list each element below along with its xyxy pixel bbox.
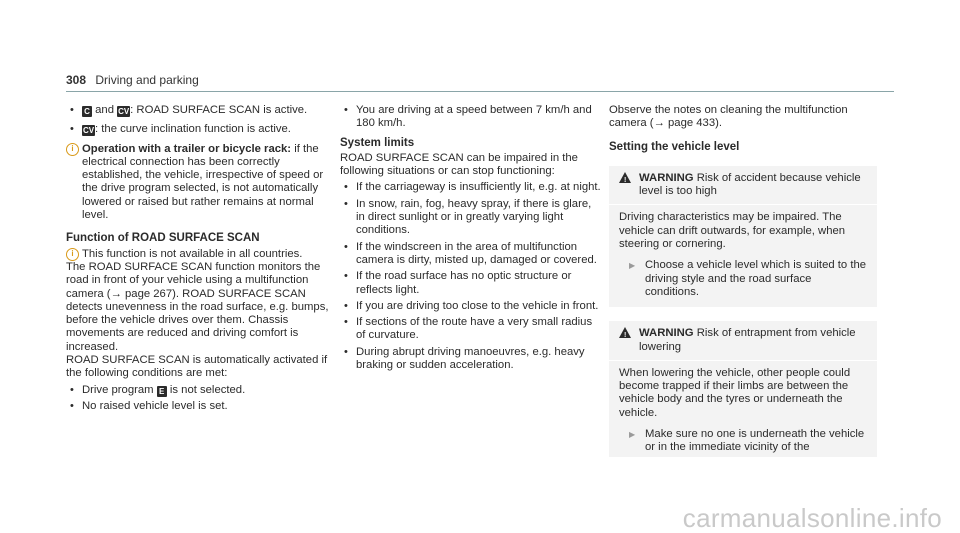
page-header [66,74,199,87]
list-item [66,384,336,397]
note-availability [66,248,336,261]
paragraph: ROAD SURFACE SCAN can be impaired in the following situations or can stop functioning: [340,151,578,178]
text: If sections of the route have a very small radius of curvature. [356,316,593,342]
text: During abrupt driving manoeuvres, e.g. heavy braking or sudden acceleration. [356,345,585,372]
info-icon: i [66,248,79,261]
list-item [340,316,602,343]
paragraph: When lowering the vehicle, other people could become trapped if their limbs are between the vehicle body and the tyres or underneath the vehicle. [619,366,851,419]
column-right [609,104,877,457]
warning-label: WARNING [639,171,694,184]
action-step [619,428,867,455]
e-mode-icon: E [157,386,167,397]
text: Make sure no one is underneath the vehicle or in the immediate vicinity of the [645,428,865,454]
text: If the road surface has no optic structure or reflects light. [356,270,572,296]
warning-triangle-icon: ! [619,172,631,183]
text: You are driving at a speed between 7 km/h and 180 km/h. [356,104,592,130]
cv-mode-icon: CV [118,107,130,116]
section-heading: System limits [340,136,415,149]
text: Choose a vehicle level which is suited to the driving style and the road surface conditions. [645,259,867,298]
warning-body [609,205,877,307]
list-item [340,346,602,373]
action-step [619,259,867,299]
text: If the windscreen in the area of multifunction camera is dirty, misted up, damaged or covered. [356,240,597,266]
text: In snow, rain, fog, heavy spray, if there is glare, in direct sunlight or in greatly varying light conditions. [356,197,592,237]
warning-title [609,166,877,206]
list-item [340,181,602,194]
list-item [340,270,602,297]
text: If the carriageway is insufficiently lit, e.g. at night. [356,181,601,194]
warning-label: WARNING [639,327,694,340]
paragraph: The ROAD SURFACE SCAN function monitors the road in front of your vehicle using a multifunction camera (→ page 267). ROAD SURFACE SCAN detects unevenness in the road surface, e.g. bumps, before the vehicle drives over them. Chassis movements are reduced and driving comfort is increased. [66,260,329,353]
column-left [66,104,336,419]
list-item [66,400,336,413]
list-item [340,300,602,313]
note-text: This function is not available in all countries. [82,247,303,260]
header-rule [66,91,894,92]
list-item [340,198,602,238]
note-lead: Operation with a trailer or bicycle rack: [82,142,292,155]
list-item [66,123,336,136]
warning-box [609,166,877,307]
page-number: 308 [66,73,87,87]
list-item [340,104,602,131]
warning-text: Risk of accident because vehicle level is too high [639,171,861,198]
section-heading: Setting the vehicle level [609,140,740,153]
text: Drive program [82,383,154,396]
text: and [95,104,114,116]
cv-mode-icon: CV [82,126,95,136]
c-mode-icon: C [82,106,92,117]
note-trailer [66,143,336,223]
text: No raised vehicle level is set. [82,399,228,412]
info-icon: i [66,143,79,156]
column-middle [340,104,602,375]
section-heading: Function of ROAD SURFACE SCAN [66,232,260,245]
text: is not selected. [169,383,246,396]
text: : ROAD SURFACE SCAN is active. [130,104,308,116]
warning-title [609,321,877,361]
watermark: carmanualsonline.info [682,502,942,533]
paragraph: ROAD SURFACE SCAN is automatically activated if the following conditions are met: [66,354,328,380]
warning-body [609,361,877,457]
paragraph: Observe the notes on cleaning the multifunction camera (→ page 433). [609,104,848,130]
note-text: if the electrical connection has been correctly established, the vehicle, irrespective of speed or the drive program selected, is not automatically lowered or raised but rather remains at normal level. [82,142,324,222]
warning-box [609,321,877,456]
warning-triangle-icon: ! [619,327,631,338]
warning-text: Risk of entrapment from vehicle lowering [639,327,856,353]
section-title: Driving and parking [95,73,199,87]
list-item [66,104,336,117]
paragraph: Driving characteristics may be impaired. The vehicle can drift outwards, for example, when steering or cornering. [619,211,846,251]
list-item [340,241,602,268]
text: If you are driving too close to the vehicle in front. [356,299,599,312]
text: : the curve inclination function is active. [95,123,291,136]
